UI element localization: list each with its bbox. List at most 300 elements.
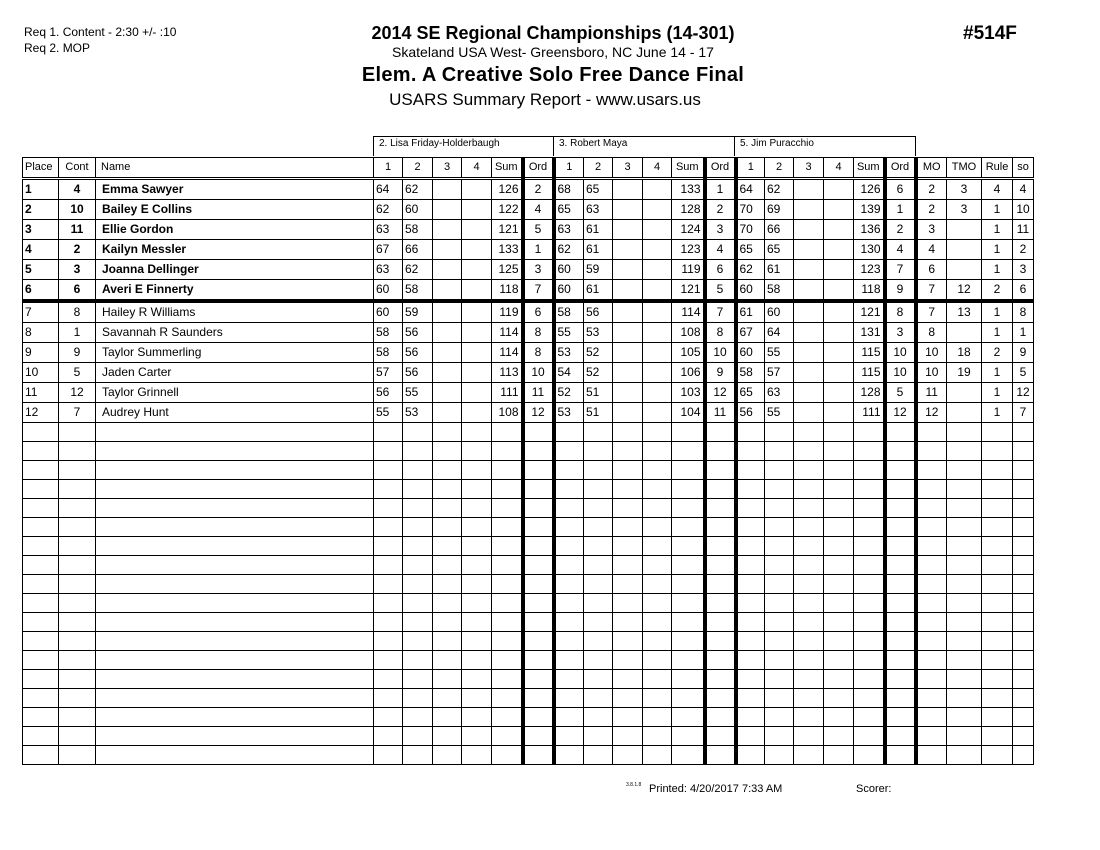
empty-cell — [523, 651, 554, 670]
empty-cell — [1013, 670, 1034, 689]
empty-cell — [824, 689, 854, 708]
total-majority-ordinal-cell: 19 — [947, 363, 982, 383]
judge-3-sum: 111 — [854, 403, 885, 423]
judge-1-score-3 — [433, 179, 462, 200]
majority-ordinal-cell: 12 — [916, 403, 947, 423]
empty-cell — [1013, 518, 1034, 537]
judge-1-score-2: 55 — [403, 383, 433, 403]
empty-cell — [982, 727, 1013, 746]
empty-cell — [885, 632, 916, 651]
empty-cell — [96, 556, 374, 575]
judge-1-sum: 125 — [492, 260, 523, 280]
empty-cell — [736, 537, 765, 556]
empty-cell — [59, 480, 96, 499]
empty-cell — [403, 727, 433, 746]
judge-2-score-2: 61 — [584, 280, 613, 302]
place-cell: 6 — [23, 280, 59, 302]
col-place: Place — [23, 158, 59, 179]
empty-cell — [672, 461, 705, 480]
empty-cell — [916, 632, 947, 651]
empty-cell — [403, 499, 433, 518]
judge-3-sum: 118 — [854, 280, 885, 302]
judge-1-score-3 — [433, 363, 462, 383]
judge-2-score-1: 54 — [554, 363, 584, 383]
judge-2-score-3 — [613, 403, 643, 423]
empty-cell — [23, 670, 59, 689]
empty-cell — [613, 480, 643, 499]
empty-cell — [705, 537, 736, 556]
empty-cell — [947, 632, 982, 651]
empty-cell — [885, 480, 916, 499]
contestant-number-cell: 12 — [59, 383, 96, 403]
contestant-number-cell: 3 — [59, 260, 96, 280]
empty-cell — [705, 423, 736, 442]
judge-3-score-1: 56 — [736, 403, 765, 423]
empty-cell — [374, 594, 403, 613]
empty-cell — [705, 461, 736, 480]
place-cell: 9 — [23, 343, 59, 363]
empty-cell — [59, 537, 96, 556]
empty-cell — [824, 632, 854, 651]
col-j3-4: 4 — [824, 158, 854, 179]
empty-cell — [433, 727, 462, 746]
judge-3-score-3 — [794, 280, 824, 302]
empty-cell — [523, 632, 554, 651]
empty-cell — [59, 613, 96, 632]
empty-cell — [885, 575, 916, 594]
empty-cell — [705, 727, 736, 746]
col-j1-1: 1 — [374, 158, 403, 179]
empty-cell — [23, 651, 59, 670]
rule-cell: 1 — [982, 301, 1013, 323]
judge-3-score-2: 55 — [765, 343, 794, 363]
empty-cell — [403, 632, 433, 651]
empty-cell — [96, 632, 374, 651]
empty-row — [23, 613, 1034, 632]
empty-cell — [492, 727, 523, 746]
judge-1-score-4 — [462, 200, 492, 220]
table-row — [23, 220, 1034, 240]
judge-3-score-3 — [794, 363, 824, 383]
empty-cell — [1013, 480, 1034, 499]
empty-cell — [59, 594, 96, 613]
empty-cell — [854, 423, 885, 442]
empty-cell — [96, 461, 374, 480]
judge-3-score-4 — [824, 363, 854, 383]
judge-2-ordinal: 10 — [705, 343, 736, 363]
empty-cell — [374, 480, 403, 499]
empty-cell — [554, 632, 584, 651]
empty-cell — [613, 727, 643, 746]
empty-cell — [96, 670, 374, 689]
empty-cell — [492, 632, 523, 651]
empty-cell — [462, 461, 492, 480]
judge-3-ordinal: 6 — [885, 179, 916, 200]
empty-cell — [1013, 556, 1034, 575]
empty-cell — [1013, 651, 1034, 670]
empty-cell — [794, 442, 824, 461]
empty-cell — [916, 708, 947, 727]
empty-row — [23, 423, 1034, 442]
judge-3-score-1: 62 — [736, 260, 765, 280]
empty-cell — [982, 708, 1013, 727]
empty-cell — [1013, 423, 1034, 442]
judge-2-score-4 — [643, 343, 672, 363]
judge-1-ordinal: 8 — [523, 323, 554, 343]
judge-3-score-3 — [794, 260, 824, 280]
empty-cell — [23, 423, 59, 442]
empty-cell — [613, 651, 643, 670]
empty-cell — [885, 651, 916, 670]
empty-cell — [705, 613, 736, 632]
empty-cell — [643, 537, 672, 556]
judge-2-score-1: 52 — [554, 383, 584, 403]
judge-2-score-4 — [643, 323, 672, 343]
empty-cell — [736, 594, 765, 613]
judge-2-score-4 — [643, 240, 672, 260]
judge-2-ordinal: 5 — [705, 280, 736, 302]
empty-cell — [705, 632, 736, 651]
table-row — [23, 179, 1034, 200]
empty-cell — [854, 670, 885, 689]
judge-3-score-4 — [824, 260, 854, 280]
empty-cell — [96, 746, 374, 765]
rule-cell: 1 — [982, 403, 1013, 423]
empty-cell — [854, 708, 885, 727]
empty-cell — [374, 689, 403, 708]
empty-cell — [916, 461, 947, 480]
total-majority-ordinal-cell: 3 — [947, 200, 982, 220]
empty-cell — [613, 575, 643, 594]
empty-cell — [916, 423, 947, 442]
empty-cell — [374, 727, 403, 746]
empty-cell — [982, 575, 1013, 594]
empty-cell — [403, 442, 433, 461]
judge-header-3: 5. Jim Puracchio — [734, 136, 916, 156]
empty-cell — [523, 670, 554, 689]
empty-cell — [672, 423, 705, 442]
empty-cell — [433, 632, 462, 651]
empty-cell — [492, 556, 523, 575]
judge-3-score-2: 55 — [765, 403, 794, 423]
empty-cell — [736, 613, 765, 632]
empty-cell — [736, 651, 765, 670]
judge-3-score-2: 61 — [765, 260, 794, 280]
empty-cell — [433, 651, 462, 670]
skating-order-cell: 9 — [1013, 343, 1034, 363]
skater-name-cell: Kailyn Messler — [96, 240, 374, 260]
empty-cell — [916, 518, 947, 537]
empty-cell — [885, 556, 916, 575]
judge-2-score-2: 51 — [584, 403, 613, 423]
empty-cell — [643, 442, 672, 461]
judge-2-score-2: 61 — [584, 240, 613, 260]
empty-cell — [643, 632, 672, 651]
empty-cell — [523, 480, 554, 499]
total-majority-ordinal-cell — [947, 403, 982, 423]
judge-2-score-1: 55 — [554, 323, 584, 343]
judge-1-sum: 121 — [492, 220, 523, 240]
empty-cell — [982, 442, 1013, 461]
majority-ordinal-cell: 2 — [916, 200, 947, 220]
judge-1-sum: 118 — [492, 280, 523, 302]
empty-cell — [523, 518, 554, 537]
empty-cell — [885, 461, 916, 480]
judge-2-score-3 — [613, 323, 643, 343]
empty-cell — [584, 632, 613, 651]
empty-cell — [96, 423, 374, 442]
table-row — [23, 280, 1034, 302]
judge-1-score-3 — [433, 403, 462, 423]
empty-cell — [374, 613, 403, 632]
contestant-number-cell: 11 — [59, 220, 96, 240]
judge-3-score-1: 65 — [736, 240, 765, 260]
empty-cell — [492, 708, 523, 727]
col-j2-sum: Sum — [672, 158, 705, 179]
empty-row — [23, 594, 1034, 613]
empty-cell — [23, 727, 59, 746]
empty-cell — [492, 518, 523, 537]
judge-2-sum: 105 — [672, 343, 705, 363]
empty-cell — [523, 708, 554, 727]
empty-cell — [765, 594, 794, 613]
contestant-number-cell: 7 — [59, 403, 96, 423]
judge-3-score-3 — [794, 383, 824, 403]
empty-cell — [613, 708, 643, 727]
empty-cell — [672, 594, 705, 613]
judge-2-score-4 — [643, 383, 672, 403]
judge-1-ordinal: 3 — [523, 260, 554, 280]
empty-cell — [1013, 708, 1034, 727]
judge-3-score-4 — [824, 179, 854, 200]
empty-cell — [736, 499, 765, 518]
empty-cell — [982, 632, 1013, 651]
judge-3-ordinal: 2 — [885, 220, 916, 240]
judge-2-sum: 108 — [672, 323, 705, 343]
empty-cell — [794, 670, 824, 689]
empty-cell — [613, 518, 643, 537]
judge-1-score-1: 67 — [374, 240, 403, 260]
empty-cell — [824, 499, 854, 518]
empty-cell — [23, 556, 59, 575]
empty-cell — [23, 518, 59, 537]
requirement-1: Req 1. Content - 2:30 +/- :10 — [24, 25, 177, 39]
empty-cell — [705, 499, 736, 518]
empty-cell — [765, 461, 794, 480]
empty-cell — [765, 575, 794, 594]
empty-cell — [492, 613, 523, 632]
judge-1-score-3 — [433, 383, 462, 403]
col-j3-2: 2 — [765, 158, 794, 179]
empty-cell — [854, 537, 885, 556]
empty-cell — [403, 651, 433, 670]
empty-row — [23, 689, 1034, 708]
empty-cell — [916, 689, 947, 708]
judge-2-score-2: 63 — [584, 200, 613, 220]
empty-cell — [403, 708, 433, 727]
empty-cell — [643, 727, 672, 746]
judge-1-sum: 122 — [492, 200, 523, 220]
empty-cell — [765, 746, 794, 765]
empty-cell — [736, 480, 765, 499]
empty-cell — [96, 442, 374, 461]
empty-cell — [584, 499, 613, 518]
rule-cell: 1 — [982, 260, 1013, 280]
empty-cell — [96, 575, 374, 594]
empty-cell — [765, 708, 794, 727]
judge-3-score-1: 60 — [736, 343, 765, 363]
empty-cell — [982, 499, 1013, 518]
empty-cell — [554, 651, 584, 670]
empty-cell — [1013, 746, 1034, 765]
judge-2-score-1: 63 — [554, 220, 584, 240]
empty-cell — [613, 594, 643, 613]
report-subtitle: USARS Summary Report - www.usars.us — [389, 90, 701, 109]
skater-name-cell: Joanna Dellinger — [96, 260, 374, 280]
empty-cell — [736, 746, 765, 765]
judge-3-sum: 115 — [854, 343, 885, 363]
empty-cell — [982, 689, 1013, 708]
empty-cell — [374, 499, 403, 518]
empty-cell — [736, 442, 765, 461]
empty-cell — [23, 632, 59, 651]
empty-cell — [672, 632, 705, 651]
empty-row — [23, 632, 1034, 651]
empty-cell — [794, 689, 824, 708]
col-j2-1: 1 — [554, 158, 584, 179]
empty-cell — [854, 651, 885, 670]
empty-row — [23, 727, 1034, 746]
empty-cell — [1013, 575, 1034, 594]
empty-cell — [794, 575, 824, 594]
empty-cell — [59, 689, 96, 708]
empty-cell — [705, 689, 736, 708]
empty-cell — [736, 670, 765, 689]
judge-3-score-3 — [794, 301, 824, 323]
judge-3-score-2: 63 — [765, 383, 794, 403]
empty-cell — [916, 594, 947, 613]
venue-line: Skateland USA West- Greensboro, NC June 14 - 17 — [392, 44, 714, 60]
judge-2-ordinal: 3 — [705, 220, 736, 240]
empty-cell — [374, 518, 403, 537]
empty-cell — [584, 556, 613, 575]
empty-cell — [59, 746, 96, 765]
empty-cell — [462, 480, 492, 499]
empty-cell — [1013, 461, 1034, 480]
empty-cell — [916, 670, 947, 689]
empty-cell — [982, 651, 1013, 670]
empty-cell — [643, 708, 672, 727]
printed-timestamp: Printed: 4/20/2017 7:33 AM — [649, 783, 783, 795]
empty-cell — [462, 575, 492, 594]
judge-2-score-3 — [613, 363, 643, 383]
results-table — [22, 157, 1034, 765]
contestant-number-cell: 5 — [59, 363, 96, 383]
judge-3-ordinal: 1 — [885, 200, 916, 220]
empty-cell — [982, 537, 1013, 556]
judge-1-sum: 119 — [492, 301, 523, 323]
empty-cell — [492, 746, 523, 765]
judge-3-score-2: 62 — [765, 179, 794, 200]
judge-1-score-4 — [462, 403, 492, 423]
rule-cell: 1 — [982, 240, 1013, 260]
empty-cell — [947, 556, 982, 575]
championship-title: 2014 SE Regional Championships (14-301) — [371, 23, 735, 43]
judge-1-score-4 — [462, 323, 492, 343]
empty-cell — [23, 689, 59, 708]
empty-cell — [96, 518, 374, 537]
empty-cell — [854, 575, 885, 594]
empty-cell — [492, 651, 523, 670]
empty-cell — [492, 480, 523, 499]
place-cell: 2 — [23, 200, 59, 220]
empty-cell — [705, 708, 736, 727]
empty-cell — [672, 727, 705, 746]
empty-cell — [885, 423, 916, 442]
judge-3-sum: 123 — [854, 260, 885, 280]
col-j1-4: 4 — [462, 158, 492, 179]
judge-1-score-2: 53 — [403, 403, 433, 423]
total-majority-ordinal-cell — [947, 323, 982, 343]
judge-2-score-4 — [643, 363, 672, 383]
empty-cell — [794, 499, 824, 518]
software-version: 3.8.1.8 — [626, 782, 642, 788]
judge-1-ordinal: 5 — [523, 220, 554, 240]
judge-3-ordinal: 8 — [885, 301, 916, 323]
empty-cell — [643, 518, 672, 537]
empty-cell — [554, 480, 584, 499]
judge-2-score-1: 62 — [554, 240, 584, 260]
judge-1-score-2: 56 — [403, 343, 433, 363]
empty-cell — [59, 651, 96, 670]
majority-ordinal-cell: 3 — [916, 220, 947, 240]
empty-cell — [584, 613, 613, 632]
empty-row — [23, 670, 1034, 689]
empty-cell — [23, 537, 59, 556]
empty-cell — [794, 708, 824, 727]
empty-cell — [765, 480, 794, 499]
empty-cell — [705, 518, 736, 537]
majority-ordinal-cell: 4 — [916, 240, 947, 260]
table-row — [23, 200, 1034, 220]
judge-1-sum: 126 — [492, 179, 523, 200]
empty-cell — [765, 613, 794, 632]
empty-cell — [982, 480, 1013, 499]
empty-cell — [824, 613, 854, 632]
empty-cell — [854, 613, 885, 632]
empty-cell — [523, 499, 554, 518]
empty-cell — [433, 480, 462, 499]
empty-cell — [59, 518, 96, 537]
empty-cell — [403, 556, 433, 575]
judge-2-sum: 121 — [672, 280, 705, 302]
empty-cell — [916, 499, 947, 518]
empty-cell — [523, 613, 554, 632]
total-majority-ordinal-cell — [947, 383, 982, 403]
empty-cell — [736, 461, 765, 480]
empty-cell — [643, 480, 672, 499]
empty-cell — [433, 518, 462, 537]
judge-2-sum: 106 — [672, 363, 705, 383]
judge-1-sum: 114 — [492, 343, 523, 363]
contestant-number-cell: 9 — [59, 343, 96, 363]
empty-cell — [854, 556, 885, 575]
empty-cell — [885, 594, 916, 613]
judge-3-ordinal: 12 — [885, 403, 916, 423]
empty-cell — [492, 670, 523, 689]
empty-cell — [554, 518, 584, 537]
place-cell: 7 — [23, 301, 59, 323]
